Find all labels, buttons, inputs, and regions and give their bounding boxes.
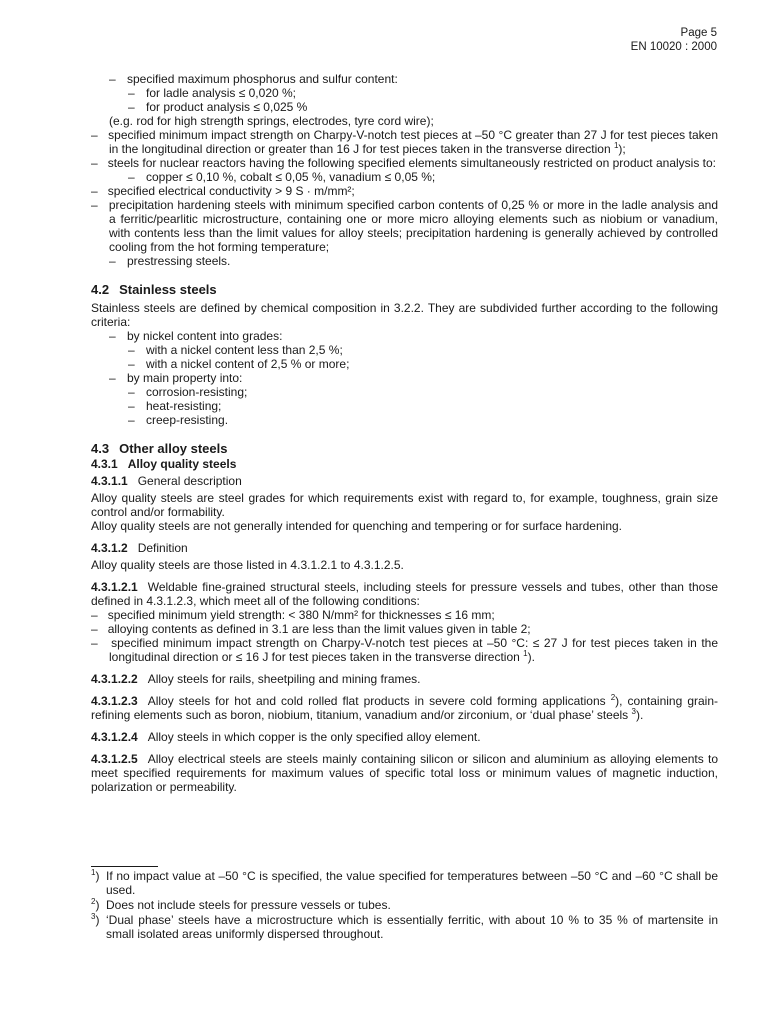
clause-4-3-1-2-5: 4.3.1.2.5 Alloy electrical steels are steels mainly containing silicon or silicon and aluminium as alloying elements to meet specified requirements for maximum values of specific total loss or minimum values of magnetic induction, polarization or permeability. <box>91 752 718 794</box>
clause-4-3-1-2-1: 4.3.1.2.1 Weldable fine-grained structural steels, including steels for pressure vessels and tubes, other than those defined in 4.3.1.2.3, which meet all of the following conditions: <box>91 580 718 608</box>
list-item: – by nickel content into grades: <box>91 329 718 343</box>
list-item: – specified minimum impact strength on Charpy-V-notch test pieces at –50 °C greater than 27 J for test pieces taken in the longitudinal direction or greater than 16 J for test pieces taken in the transverse direction $^1$); <box>91 128 718 156</box>
list-item: – for product analysis ≤ 0,025 % <box>91 100 718 114</box>
list-item: – corrosion-resisting; <box>91 385 718 399</box>
clause-4-3-1-2-2: 4.3.1.2.2 Alloy steels for rails, sheetpiling and mining frames. <box>91 672 421 686</box>
list-item: – specified minimum yield strength: < 380 N/mm² for thicknesses ≤ 16 mm; <box>91 608 495 622</box>
footnote-2: $^2$) Does not include steels for pressure vessels or tubes. <box>91 897 391 912</box>
list-item: – with a nickel content less than 2,5 %; <box>91 343 718 357</box>
list-item: – copper ≤ 0,10 %, cobalt ≤ 0,05 %, vanadium ≤ 0,05 %; <box>91 170 718 184</box>
list-item: – with a nickel content of 2,5 % or more; <box>91 357 718 371</box>
footnote-1: $^1$) If no impact value at –50 °C is specified, the value specified for temperatures between –50 °C and –60 °C shall be used. <box>91 868 718 897</box>
list-item: – prestressing steels. <box>91 254 718 268</box>
list-item: – specified electrical conductivity > 9 S · m/mm²; <box>91 184 355 198</box>
footnote-ref: 1 <box>613 141 619 150</box>
list-item: – for ladle analysis ≤ 0,020 %; <box>91 86 718 100</box>
list-item: – steels for nuclear reactors having the following specified elements simultaneously restricted on product analysis to: <box>91 156 716 170</box>
footnote-ref: 3 <box>631 707 636 716</box>
section-heading-4-3-1-2: 4.3.1.2 Definition <box>91 541 188 555</box>
paragraph: Alloy quality steels are not generally intended for quenching and tempering or for surface hardening. <box>91 519 622 533</box>
section-heading-4-3: 4.3 Other alloy steels <box>91 441 228 456</box>
section-heading-4-3-1: 4.3.1 Alloy quality steels <box>91 457 237 471</box>
list-item: – heat-resisting; <box>91 399 718 413</box>
footnote-divider <box>91 866 158 867</box>
page-number: Page 5 <box>680 27 717 39</box>
list-item: – alloying contents as defined in 3.1 are less than the limit values given in table 2; <box>91 622 531 636</box>
list-item: – precipitation hardening steels with minimum specified carbon contents of 0,25 % or more in the ladle analysis and a ferritic/pearlitic microstructure, containing one or more micro alloying elements such as niobium or vanadium, with contents less than the limit values for alloy steels; precipitation hardening is generally achieved by controlled cooling from the hot forming temperature; <box>91 198 718 254</box>
footnote-3: $^3$) ‘Dual phase’ steels have a microstructure which is essentially ferritic, with about 10 % to 35 % of martensite in small isolated areas uniformly dispersed throughout. <box>91 912 718 941</box>
section-heading-4-3-1-1: 4.3.1.1 General description <box>91 474 242 488</box>
list-item: – by main property into: <box>91 371 718 385</box>
list-item: – creep-resisting. <box>91 413 718 427</box>
section-heading-4-2: 4.2 Stainless steels <box>91 282 217 297</box>
paragraph: Stainless steels are defined by chemical composition in 3.2.2. They are subdivided further according to the following criteria: <box>91 301 718 329</box>
paragraph: Alloy quality steels are those listed in 4.3.1.2.1 to 4.3.1.2.5. <box>91 558 404 572</box>
clause-4-3-1-2-4: 4.3.1.2.4 Alloy steels in which copper is the only specified alloy element. <box>91 730 481 744</box>
list-item: – specified maximum phosphorus and sulfur content: <box>91 72 718 86</box>
footnotes <box>91 869 718 942</box>
footnote-ref: 2 <box>610 693 616 702</box>
page-header <box>631 26 717 54</box>
clause-4-3-1-2-3: 4.3.1.2.3 Alloy steels for hot and cold rolled flat products in severe cold forming applications $^2$), containing grain-refining elements such as boron, niobium, titanium, vanadium and/or zirconium, or ‘dual phase’ steels $^3$). <box>91 693 718 722</box>
footnote-ref: 1 <box>523 649 528 658</box>
list-item: – specified minimum impact strength on Charpy-V-notch test pieces at –50 °C: ≤ 27 J for test pieces taken in the longitudinal direction or ≤ 16 J for test pieces taken in the transverse direction $^1$). <box>91 636 719 664</box>
document-body <box>91 72 718 794</box>
list-item-note: (e.g. rod for high strength springs, electrodes, tyre cord wire); <box>109 114 434 128</box>
standard-number: EN 10020 : 2000 <box>630 41 717 53</box>
paragraph: Alloy quality steels are steel grades for which requirements exist with regard to, for example, toughness, grain size control and/or formability. <box>91 491 718 519</box>
